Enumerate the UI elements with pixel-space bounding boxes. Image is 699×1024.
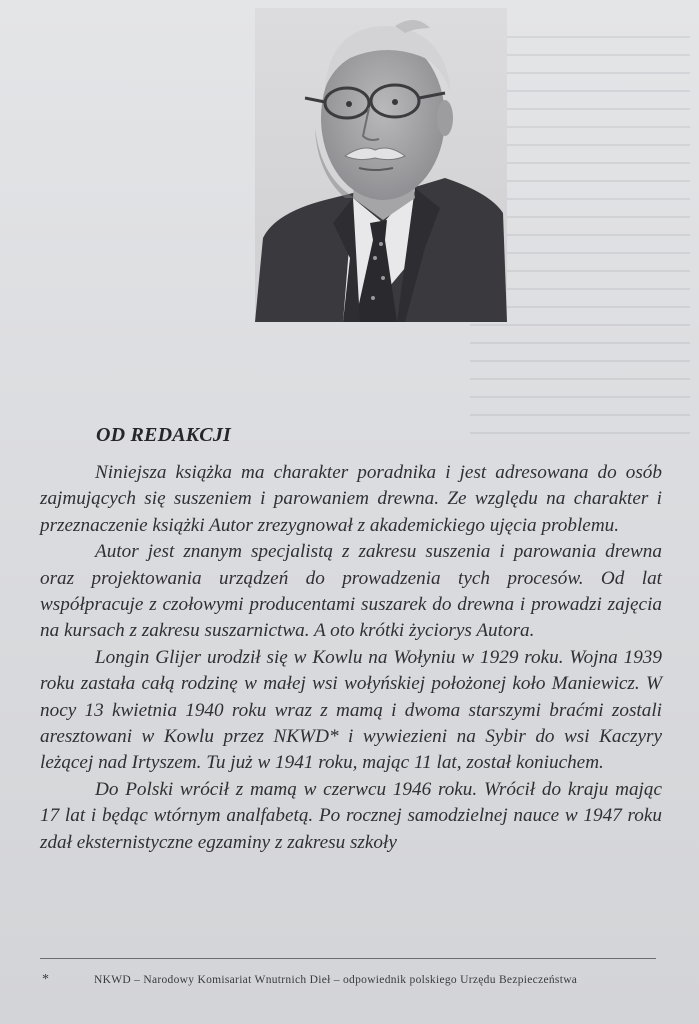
paragraph: Niniejsza książka ma charakter poradnika i jest adresowana do osób zajmujących się suszeniem i parowaniem drewna. Ze względu na charakter i przeznaczenie książki Autor zrezygnował z akademickiego ujęcia problemu. xyxy=(40,462,662,536)
footnote-marker: * xyxy=(42,972,49,987)
paragraph: Do Polski wrócił z mamą w czerwcu 1946 roku. Wrócił do kraju mając 17 lat i będąc wtórnym analfabetą. Po rocznej samodzielnej nauce w 1947 roku zdał eksternistyczne egzaminy z zakresu szkoły xyxy=(40,778,662,853)
section-heading: OD REDAKCJI xyxy=(96,424,232,446)
paragraph: Autor jest znanym specjalistą z zakresu suszenia i parowania drewna oraz projektowania urządzeń do prowadzenia tych procesów. Od lat współpracuje z czołowymi producentami suszarek do drewna i prowadzi zajęcia na kursach z zakresu suszarnictwa. A oto krótki życiorys Autora. xyxy=(40,541,662,642)
body-text xyxy=(40,460,662,856)
footnote-divider xyxy=(40,958,656,959)
author-portrait xyxy=(255,8,507,322)
paragraph: Longin Glijer urodził się w Kowlu na Wołyniu w 1929 roku. Wojna 1939 roku zastała całą rodzinę w małej wsi wołyńskiej położonej koło Maniewicz. W nocy 13 kwietnia 1940 roku wraz z mamą i dwoma starszymi braćmi zostali aresztowani w Kowlu przez NKWD* i wywiezieni na Sybir do wsi Kaczyry leżącej nad Irtyszem. Tu już w 1941 roku, mając 11 lat, został koniuchem. xyxy=(40,646,662,774)
footnote-text: NKWD – Narodowy Komisariat Wnutrnich Dieł – odpowiednik polskiego Urzędu Bezpieczeństwa xyxy=(94,974,578,986)
